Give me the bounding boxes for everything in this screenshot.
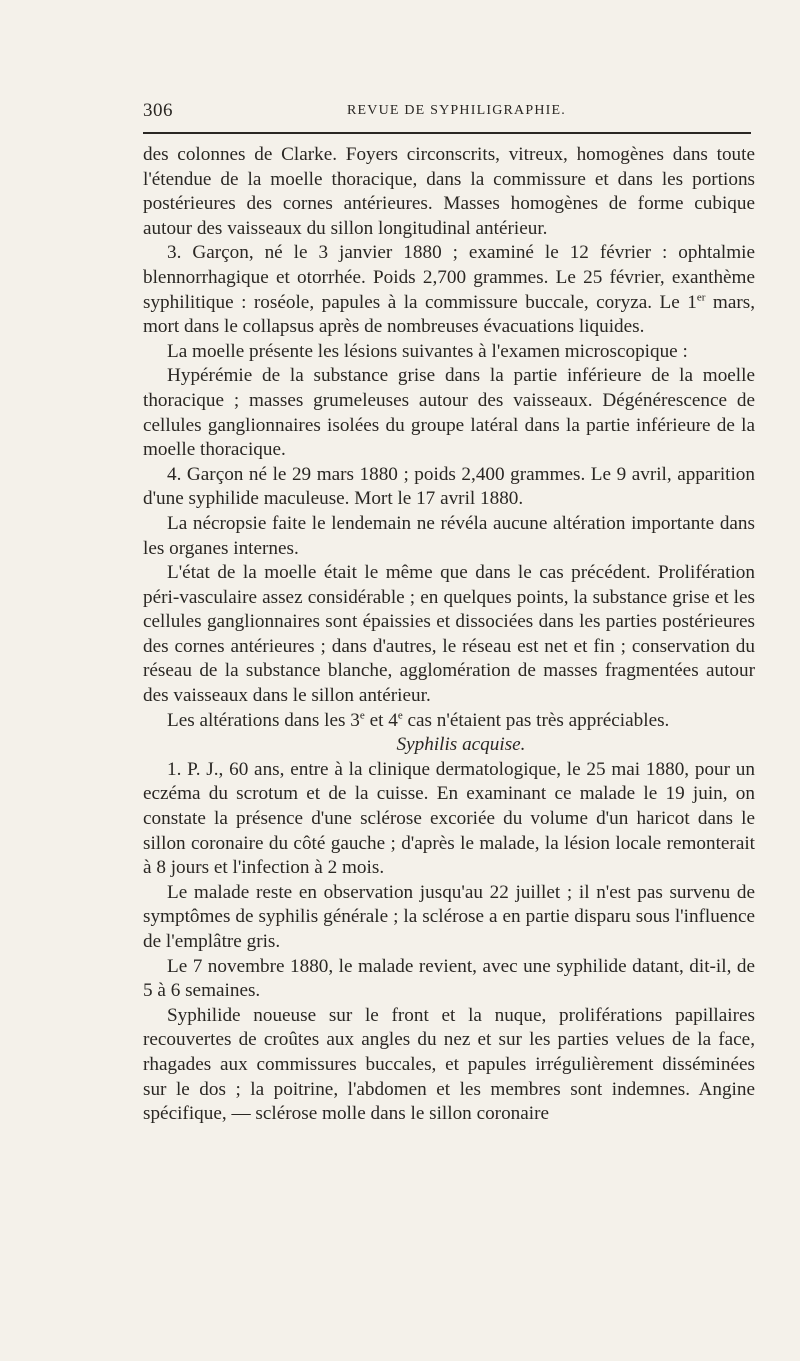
case-3-text-end: mars, mort dans le collapsus après de nombreuses évacuations liquides.	[143, 291, 755, 338]
body-text	[143, 143, 755, 1127]
paragraph: Syphilide noueuse sur le front et la nuque, proliférations papillaires recouvertes de croûtes aux angles du nez et sur les parties velues de la face, rhagades aux commissures buccales, et papules irrégulièrement disséminées sur le dos ; la poitrine, l'abdomen et les membres sont indemnes. Angine spécifique, — sclérose molle dans le sillon coronaire	[143, 1004, 755, 1125]
superscript-e: e	[397, 709, 403, 722]
running-head: REVUE DE SYPHILIGRAPHIE.	[347, 103, 566, 118]
paragraph: La nécropsie faite le lendemain ne révéla aucune altération importante dans les organes internes.	[143, 512, 755, 559]
paragraph-continuation: des colonnes de Clarke. Foyers circonscrits, vitreux, homogènes dans toute l'étendue de la moelle thoracique, dans la commissure et dans les portions postérieures des cornes antérieures. Masses homogènes de forme cubique autour des vaisseaux du sillon longitudinal antérieur.	[143, 144, 755, 239]
paragraph: L'état de la moelle était le même que dans le cas précédent. Prolifération péri-vasculaire assez considérable ; en quelques points, la substance grise et les cellules ganglionnaires sont épaissies et dissociées dans les parties postérieures des cornes antérieures ; dans d'autres, le réseau est net et fin ; conservation du réseau de la substance blanche, agglomération de masses fragmentées autour des vaisseaux dans le sillon antérieur.	[143, 562, 755, 707]
paragraph: La moelle présente les lésions suivantes à l'examen microscopique :	[167, 340, 688, 362]
text: cas n'étaient pas très appréciables.	[402, 709, 670, 731]
case-4-paragraph: 4. Garçon né le 29 mars 1880 ; poids 2,400 grammes. Le 9 avril, apparition d'une syphilide maculeuse. Mort le 17 avril 1880.	[143, 463, 755, 510]
case-3-text: 3. Garçon, né le 3 janvier 1880 ; examiné le 12 février : ophtalmie blennorrhagique et otorrhée. Poids 2,700 grammes. Le 25 février, exanthème syphilitique : roséole, papules à la commissure buccale, coryza. Le 1	[143, 242, 755, 313]
page-header	[143, 100, 755, 126]
text: et 4	[364, 709, 398, 731]
case-3-paragraph	[143, 241, 755, 339]
header-rule	[143, 132, 751, 134]
section-title: Syphilis acquise.	[396, 734, 526, 756]
page-number: 306	[143, 100, 173, 121]
paragraph	[143, 709, 755, 734]
paragraph: Le malade reste en observation jusqu'au 22 juillet ; il n'est pas survenu de symptômes de syphilis générale ; la sclérose a en partie disparu sous l'influence de l'emplâtre gris.	[143, 881, 755, 952]
superscript-er: er	[696, 291, 706, 304]
superscript-e: e	[359, 709, 365, 722]
text: Les altérations dans les 3	[167, 709, 360, 731]
paragraph: Hypérémie de la substance grise dans la partie inférieure de la moelle thoracique ; masses grumeleuses autour des vaisseaux. Dégénérescence de cellules ganglionnaires isolées du groupe latéral dans la partie inférieure de la moelle thoracique.	[143, 365, 755, 461]
case-1-paragraph: 1. P. J., 60 ans, entre à la clinique dermatologique, le 25 mai 1880, pour un eczéma du scrotum et de la cuisse. En examinant ce malade le 19 juin, on constate la présence d'une sclérose excoriée du volume d'un haricot dans le sillon coronaire du côté gauche ; d'après le malade, la lésion locale remonterait à 8 jours et l'infection à 2 mois.	[143, 758, 755, 879]
paragraph: Le 7 novembre 1880, le malade revient, avec une syphilide datant, dit-il, de 5 à 6 semaines.	[143, 955, 755, 1002]
